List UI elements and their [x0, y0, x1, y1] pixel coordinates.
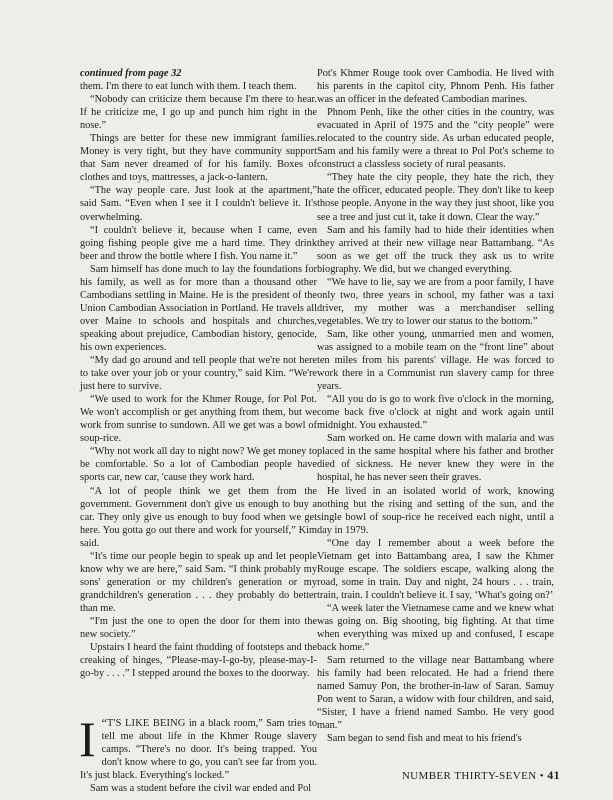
right-column: [317, 67, 554, 745]
body-paragraph: “A lot of people think we get them from the government. Government don't give us enough to buy a car. They only give us enough to buy food when we get here. You gotta go out there and work for yourself,” Kim said.: [80, 485, 317, 549]
page-footer: [400, 768, 560, 783]
section-break: [80, 680, 317, 717]
body-paragraph: Sam himself has done much to lay the foundations for his family, as well as for more than a thousand other Cambodians settling in Maine. He is the president of the Union Cambodian Association in Portland. He travels all over Maine to schools and hospitals and churches, speaking about prejudice, Cambodian history, genocide, his own experiences.: [80, 263, 317, 353]
body-paragraph: “I couldn't believe it, because when I came, even going fishing people give me a hard time. They drink beer and throw the bottle where I fish. You name it.”: [80, 224, 317, 262]
body-paragraph: “One day I remember about a week before the Vietnam get into Battambang area, I saw the Khmer Rouge escape. The soldiers escape, walking along the road, some in train. Day and night, 24 hours . . . train, train, train. I couldn't believe it. I say, ‘What's going on?’: [317, 537, 554, 601]
issue-label: NUMBER THIRTY-SEVEN: [401, 770, 537, 782]
body-paragraph: Sam was a student before the civil war ended and Pol: [90, 783, 312, 795]
page-number: 41: [547, 768, 560, 782]
body-paragraph: Pot's Khmer Rouge took over Cambodia. He lived with his parents in the capitol city, Phnom Penh. His father was an officer in the defeated Cambodian marines.: [317, 68, 554, 106]
body-paragraph: Sam worked on. He came down with malaria and was placed in the same hospital where his father and brother died of sickness. He never knew they were in the hospital, he has never seen their graves.: [317, 433, 554, 484]
body-paragraph: Things are better for these new immigrant families. Money is very tight, but they have community support that Sam never dreamed of for his family. Boxes of clothes and toys, mattresses, a jack-o-lantern.: [80, 133, 317, 184]
body-paragraph: “They hate the city people, they hate the rich, they hate the officer, educated people. They don't like to keep those people. Anyone in the way they just shoot, like you see a tree and just cut it, take it down. Clear the way.”: [317, 172, 554, 223]
body-paragraph: Sam returned to the village near Battambang where his family had been relocated. He had a friend there named Samuy Pon, the brother-in-law of Saran. Samuy Pon went to Saran, a widow with four children, and said, “Sister, I have a friend named Sambo. He very good man.”: [317, 655, 554, 732]
body-paragraph: “We used to work for the Khmer Rouge, for Pol Pot. We won't accomplish or get anything from them, but we work from sunrise to sundown. All we get was a bowl of soup-rice.: [80, 394, 317, 445]
dropcap-letter: I: [79, 711, 96, 768]
body-paragraph: “Nobody can criticize them because I'm there to hear. If he criticize me, I go up and punch him right in the nose.”: [80, 94, 317, 132]
body-paragraph: “I'm just the one to open the door for them into the new society.”: [80, 615, 317, 641]
body-paragraph: Phnom Penh, like the other cities in the country, was evacuated in April of 1975 and the “city people” were relocated to the country side. As urban educated people, Sam and his family were a threat to Pol Pot's scheme to construct a classless society of rural peasants.: [317, 107, 554, 171]
body-paragraph: Sam began to send fish and meat to his friend's: [327, 733, 522, 745]
body-paragraph: Sam, like other young, unmarried men and women, was assigned to a mobile team on the “front line” about ten miles from his parents' village. He was forced to work there in a Communist run slavery camp for three years.: [317, 328, 554, 393]
body-paragraph: Sam and his family had to hide their identities when they arrived at their new village near Battambang. “As soon as we get off the truck they ask us to write biography. We did, but we changed everything.: [317, 224, 554, 275]
body-paragraph: “All you do is go to work five o'clock in the morning, come back five o'clock at night and work again until midnight. You exhausted.”: [317, 394, 554, 432]
continued-note: continued from page 32: [80, 68, 182, 79]
body-paragraph: “The way people care. Just look at the apartment,” said Sam. “Even when I see it I couldn't believe it. It's overwhelming.: [80, 185, 317, 223]
body-paragraph: “It's time our people begin to speak up and let people know why we are here,” said Sam. “I think probably my sons' generation or my children's generation or my grandchildren's generation . . . they probably do better than me.: [80, 550, 317, 614]
dropcap-open-quote: “: [101, 716, 107, 731]
body-paragraph: them. I'm there to eat lunch with them. I teach them.: [80, 81, 297, 93]
left-column: [80, 67, 317, 795]
dropcap-paragraph: [79, 711, 317, 782]
body-paragraph: “We have to lie, say we are from a poor family, I have only two, three years in school, my father was a taxi driver, my mother was a merchandiser selling vegetables. We try to lower our status to the bottom.”: [317, 276, 554, 327]
body-paragraph: “Why not work all day to night now? We get money to be comfortable. So a lot of Cambodian people have sports car, new car, 'cause they work hard.: [80, 446, 317, 484]
dropcap-text: in a black room,” Sam tries to tell me about life in the Khmer Rouge slavery camps. “There's no door. It's being trapped. You don't know where to go, you can't see far from you. It's just black. Everything's locked.”: [80, 718, 317, 782]
body-paragraph: Upstairs I heard the faint thudding of footsteps and the creaking of hinges, “Please-may-I-go-by, please-may-I-go-by . . . .” I stepped around the boxes to the doorway.: [80, 642, 317, 680]
body-paragraph: “My dad go around and tell people that we're not here to take over your job or your country,” said Kim. “We're just here to survive.: [80, 355, 317, 393]
footer-bullet: •: [539, 770, 545, 782]
body-paragraph: “A week later the Vietnamese came and we knew what was going on. Big shooting, big fighting. At that time when everything was mixed up and confused, I escape back home.”: [317, 602, 554, 654]
dropcap-lead-in: T'S LIKE BEING: [106, 718, 186, 730]
body-paragraph: He lived in an isolated world of work, knowing nothing but the rising and setting of the sun, and the single bowl of soup-rice he received each night, until a day in 1979.: [317, 485, 554, 536]
